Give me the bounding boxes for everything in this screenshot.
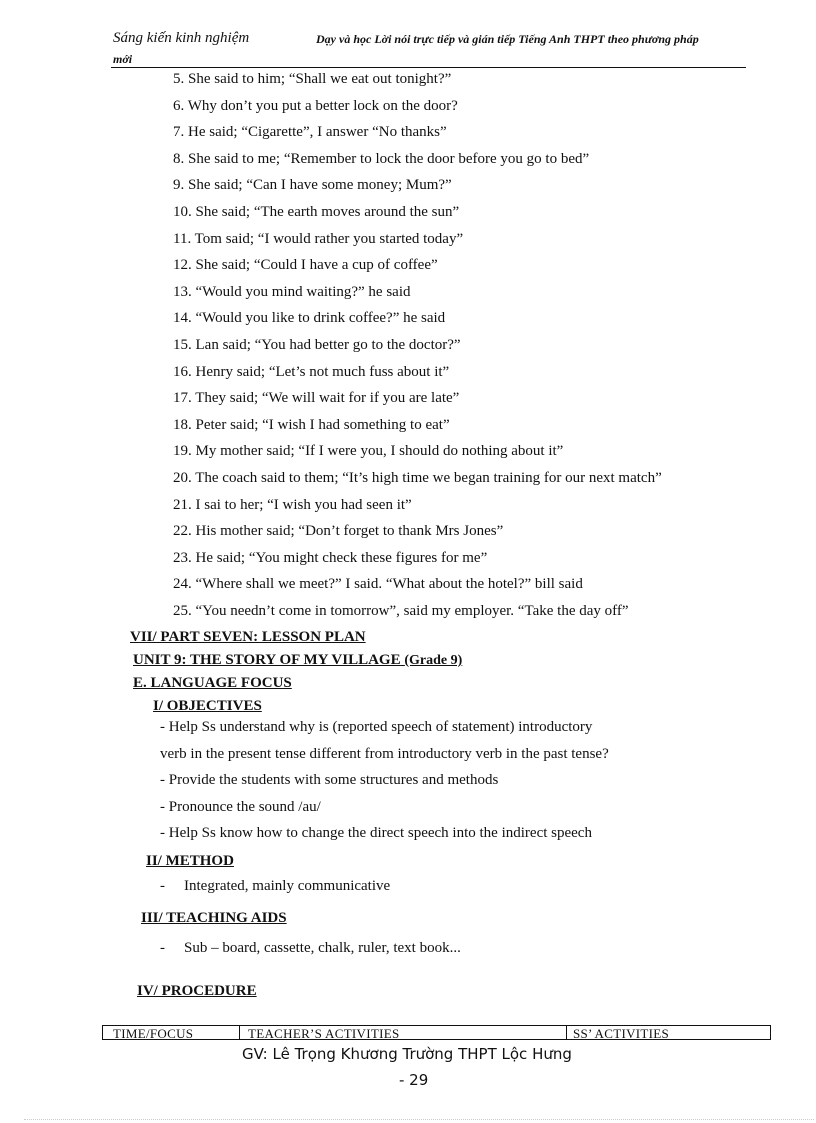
objective-item: - Provide the students with some structures and methods (160, 772, 499, 788)
part-title: VII/ PART SEVEN: LESSON PLAN (130, 629, 366, 645)
header-rule (111, 67, 746, 68)
unit-grade: (Grade 9) (404, 653, 463, 668)
header-title-left: Sáng kiến kinh nghiệm (113, 30, 250, 46)
exercise-item: 18. Peter said; “I wish I had something to eat” (173, 416, 450, 433)
procedure-table-header (102, 1025, 771, 1040)
page-number: - 29 (399, 1071, 429, 1089)
objective-item: - Help Ss know how to change the direct speech into the indirect speech (160, 825, 592, 841)
page-edge (24, 1119, 814, 1120)
exercise-item: 23. He said; “You might check these figures for me” (173, 549, 488, 566)
exercise-item: 14. “Would you like to drink coffee?” he said (173, 310, 446, 327)
exercise-item: 12. She said; “Could I have a cup of coffee” (173, 257, 438, 274)
header-title-left-cont: mới (113, 52, 133, 66)
exercise-item: 22. His mother said; “Don’t forget to thank Mrs Jones” (173, 523, 504, 540)
exercise-item: 17. They said; “We will wait for if you are late” (173, 390, 460, 407)
exercise-item: 21. I sai to her; “I wish you had seen it” (173, 496, 412, 513)
method-item: Integrated, mainly communicative (184, 878, 391, 894)
exercise-item: 25. “You needn’t come in tomorrow”, said my employer. “Take the day off” (173, 603, 629, 619)
method-dash: - (160, 878, 165, 894)
exercise-item: 11. Tom said; “I would rather you started today” (173, 230, 464, 247)
table-col-time: TIME/FOCUS (113, 1026, 194, 1040)
aids-dash: - (160, 940, 165, 956)
exercise-item: 16. Henry said; “Let’s not much fuss about it” (173, 363, 450, 380)
exercise-item: 19. My mother said; “If I were you, I should do nothing about it” (173, 443, 564, 460)
exercise-item: 8. She said to me; “Remember to lock the door before you go to bed” (173, 150, 590, 167)
objective-item: - Pronounce the sound /au/ (160, 799, 321, 815)
footer-author: GV: Lê Trọng Khương Trường THPT Lộc Hưng (242, 1045, 572, 1063)
unit-title-text: UNIT 9: THE STORY OF MY VILLAGE (133, 652, 401, 668)
method-title: II/ METHOD (146, 853, 234, 869)
table-col-teacher: TEACHER’S ACTIVITIES (248, 1026, 400, 1040)
exercise-item: 9. She said; “Can I have some money; Mum?” (173, 177, 452, 194)
exercise-item: 6. Why don’t you put a better lock on the door? (173, 97, 458, 114)
unit-title (133, 652, 462, 669)
procedure-title: IV/ PROCEDURE (137, 983, 257, 999)
exercise-item: 24. “Where shall we meet?” I said. “What about the hotel?” bill said (173, 576, 583, 593)
exercise-item: 15. Lan said; “You had better go to the doctor?” (173, 337, 461, 353)
exercise-item: 10. She said; “The earth moves around the sun” (173, 204, 460, 220)
aids-item: Sub – board, cassette, chalk, ruler, text book... (184, 940, 461, 956)
exercise-item: 7. He said; “Cigarette”, I answer “No thanks” (173, 124, 447, 141)
aids-title: III/ TEACHING AIDS (141, 910, 287, 926)
table-col-students: SS’ ACTIVITIES (573, 1026, 670, 1040)
exercise-item: 13. “Would you mind waiting?” he said (173, 283, 411, 300)
header-title-right: Dạy và học Lời nói trực tiếp và gián tiếp Tiếng Anh THPT theo phương pháp (316, 32, 699, 46)
exercise-item: 5. She said to him; “Shall we eat out tonight?” (173, 71, 452, 87)
exercise-item: 20. The coach said to them; “It’s high time we began training for our next match” (173, 470, 662, 486)
objectives-title: I/ OBJECTIVES (153, 698, 262, 714)
section-title: E. LANGUAGE FOCUS (133, 675, 292, 691)
objective-item: verb in the present tense different from introductory verb in the past tense? (160, 746, 609, 762)
objective-item: - Help Ss understand why is (reported speech of statement) introductory (160, 719, 593, 735)
table-bottom-rule (102, 1039, 771, 1040)
table-col-divider (566, 1026, 567, 1040)
table-col-divider (239, 1026, 240, 1040)
